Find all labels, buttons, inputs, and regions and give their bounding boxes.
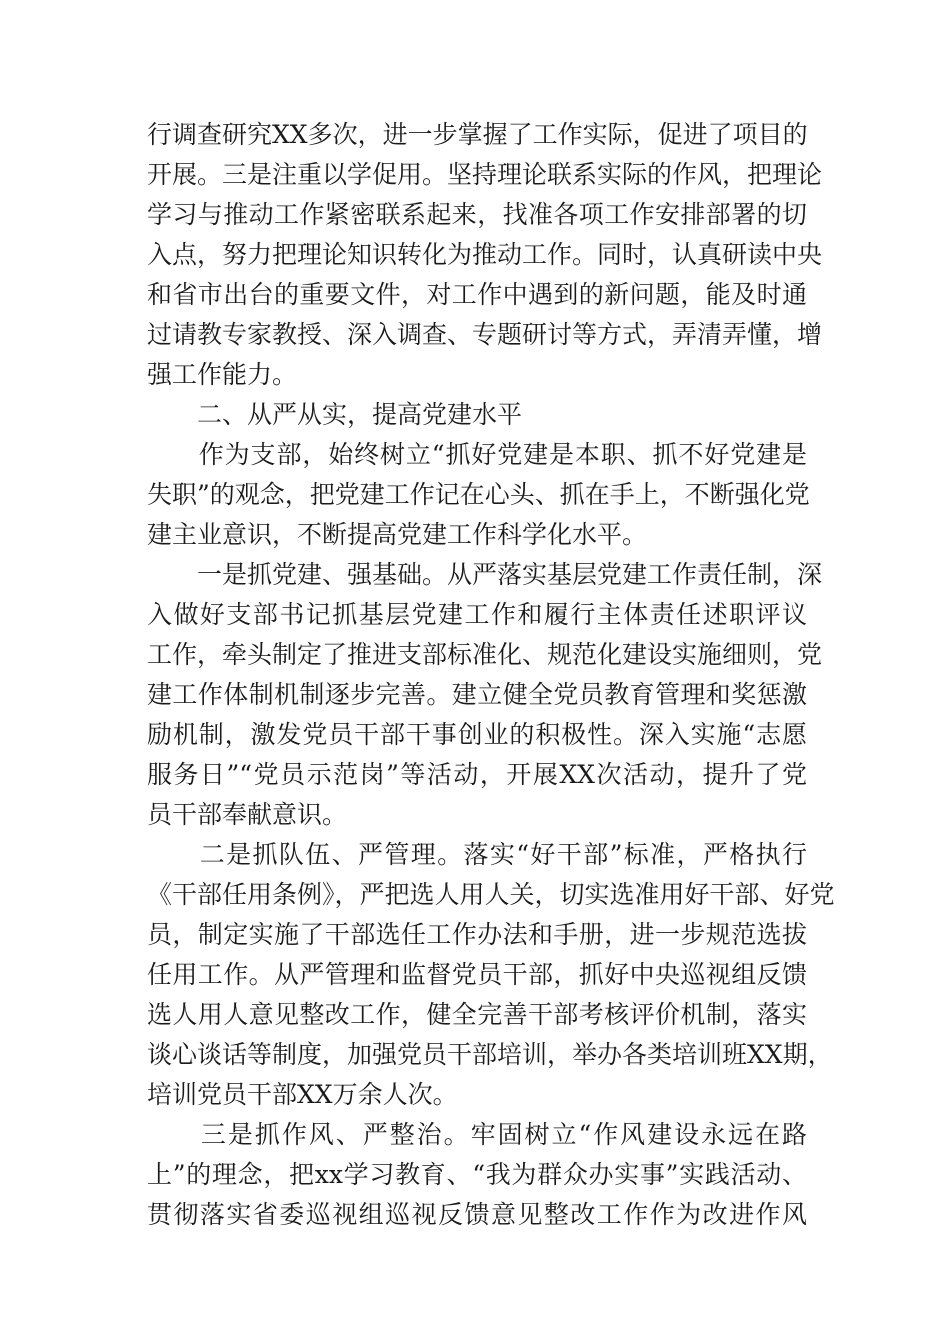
text-line: 入点，努力把理论知识转化为推动工作。同时，认真研读中央: [147, 240, 823, 269]
text-line: 员，制定实施了干部选任工作办法和手册，进一步规范选拔: [147, 920, 807, 949]
text-line: 三是抓作风、严整治。牢固树立“作风建设永远在路: [147, 1120, 807, 1149]
text-line: 选人用人意见整改工作，健全完善干部考核评价机制，落实: [147, 1000, 807, 1029]
text-line: 建主业意识，不断提高党建工作科学化水平。: [147, 520, 648, 549]
text-line: 行调查研究XX多次，进一步掌握了工作实际，促进了项目的: [147, 120, 808, 149]
text-line: 谈心谈话等制度，加强党员干部培训，举办各类培训班XX期，: [147, 1040, 833, 1069]
section-heading: 二、从严从实，提高党建水平: [147, 400, 523, 429]
text-line: 失职”的观念，把党建工作记在心头、抓在手上，不断强化党: [147, 480, 810, 509]
text-line: 作为支部，始终树立“抓好党建是本职、抓不好党建是: [147, 440, 807, 469]
text-line: 一是抓党建、强基础。从严落实基层党建工作责任制，深: [147, 560, 823, 589]
text-line: 过请教专家教授、深入调查、专题研讨等方式，弄清弄懂，增: [147, 320, 823, 349]
text-line: 建工作体制机制逐步完善。建立健全党员教育管理和奖惩激: [147, 680, 807, 709]
text-line: 学习与推动工作紧密联系起来，找准各项工作安排部署的切: [147, 200, 807, 229]
text-line: 贯彻落实省委巡视组巡视反馈意见整改工作作为改进作风: [147, 1200, 807, 1229]
text-line: 二是抓队伍、严管理。落实“好干部”标准，严格执行: [147, 840, 807, 869]
text-line: 励机制，激发党员干部干事创业的积极性。深入实施“志愿: [147, 720, 807, 749]
text-line: 和省市出台的重要文件，对工作中遇到的新问题，能及时通: [147, 280, 807, 309]
text-line: 任用工作。从严管理和监督党员干部，抓好中央巡视组反馈: [147, 960, 807, 989]
text-line: 强工作能力。: [147, 360, 298, 389]
text-line: 服务日”“党员示范岗”等活动，开展XX次活动，提升了党: [147, 760, 807, 789]
text-line: 开展。三是注重以学促用。坚持理论联系实际的作风，把理论: [147, 160, 823, 189]
text-line: 《干部任用条例》，严把选人用人关，切实选准用好干部、好党: [147, 880, 835, 909]
text-line: 培训党员干部XX万余人次。: [147, 1080, 458, 1109]
text-line: 上”的理念，把xx学习教育、“我为群众办实事”实践活动、: [147, 1160, 807, 1189]
text-line: 工作，牵头制定了推进支部标准化、规范化建设实施细则，党: [147, 640, 823, 669]
text-line: 入做好支部书记抓基层党建工作和履行主体责任述职评议: [147, 600, 807, 629]
text-line: 员干部奉献意识。: [147, 800, 348, 829]
